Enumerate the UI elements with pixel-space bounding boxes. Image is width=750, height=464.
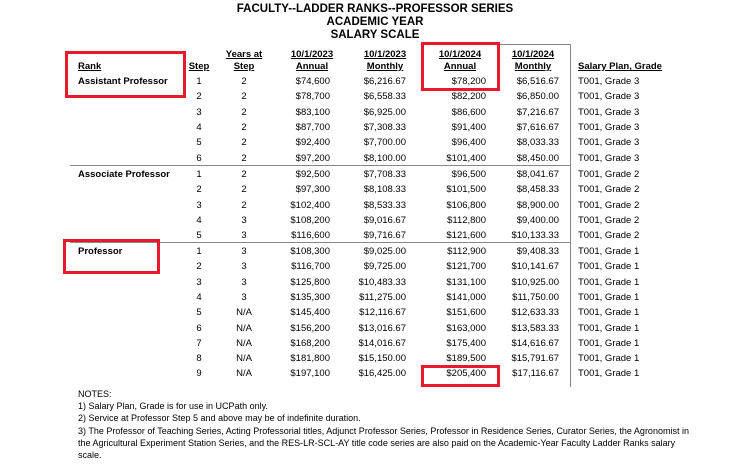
monthly-2023-cell: $8,108.33 [363,184,406,196]
years-cell: 2 [241,199,247,211]
years-cell: N/A [236,368,252,380]
step-cell: 9 [196,368,202,380]
monthly-2024-cell: $11,750.00 [512,291,559,303]
annual-2024-cell: $131,100 [446,276,486,288]
header-years-line2: Step [233,61,255,72]
annual-2023-cell: $83,100 [295,106,330,118]
annual-2023-cell: $125,800 [290,276,330,288]
rank-label: Assistant Professor [78,76,168,87]
monthly-2023-cell: $6,558.33 [363,91,406,103]
annual-2023-cell: $116,600 [291,230,330,242]
step-cell: 2 [196,184,202,196]
step-cell: 6 [196,322,202,334]
annual-2023-cell: $92,400 [295,137,330,149]
monthly-2024-cell: $8,033.33 [516,137,559,149]
annual-2023-cell: $92,500 [295,169,330,180]
monthly-2023-cell: $7,700.00 [363,137,406,149]
table-top-border [495,44,571,45]
salary-plan-cell: T001, Grade 2 [578,199,640,211]
monthly-2024-cell: $8,041.67 [516,169,559,180]
annual-2023-cell: $78,700 [295,91,330,103]
years-cell: 3 [241,214,247,226]
annual-2023-cell: $116,700 [291,261,330,273]
header-salary-plan: Salary Plan, Grade [578,61,662,72]
page-subtitle-2: SALARY SCALE [330,29,420,41]
years-cell: 2 [241,137,247,149]
monthly-2024-cell: $9,400.00 [516,214,559,226]
monthly-2023-cell: $9,025.00 [363,246,406,257]
notes-section [78,388,698,461]
annual-2024-cell: $86,600 [451,106,486,118]
note-3: 3) The Professor of Teaching Series, Acting Professorial titles, Adjunct Professor Series, Professor in Residence Series, Curator Series, the Agronomist in the Agricultural Experiment Station Series, and the RES-LR-SCL-AY title code series are also paid on the Academic-Year Faculty Ladder Ranks salary scale. [78,425,689,461]
monthly-2024-cell: $17,116.67 [512,368,559,380]
annual-2024-cell: $112,800 [447,214,486,226]
annual-2024-cell: $101,400 [446,152,486,164]
step-cell: 6 [196,152,202,164]
header-2023-monthly-line1: 10/1/2023 [363,49,407,60]
annual-2024-cell: $121,700 [446,261,486,273]
annual-2024-cell: $175,400 [446,337,486,349]
monthly-2024-cell: $10,133.33 [511,230,559,242]
step-cell: 4 [196,121,202,133]
monthly-2023-cell: $16,425.00 [358,368,406,380]
monthly-2023-cell: $9,016.67 [363,214,406,226]
monthly-2024-cell: $13,583.33 [511,322,559,334]
years-cell: 2 [241,121,247,133]
monthly-2024-cell: $14,616.67 [511,337,559,349]
annual-2024-cell: $141,000 [446,291,486,303]
step-cell: 3 [196,276,202,288]
salary-plan-cell: T001, Grade 1 [578,307,640,319]
monthly-2023-cell: $8,100.00 [363,152,406,164]
header-years-line1: Years at [225,49,263,60]
annual-2023-cell: $135,300 [290,291,330,303]
annual-2024-cell: $82,200 [451,91,486,103]
salary-plan-cell: T001, Grade 3 [578,91,640,103]
annual-2024-cell: $96,400 [451,137,486,149]
salary-plan-cell: T001, Grade 2 [578,214,640,226]
monthly-2024-cell: $8,450.00 [516,152,559,164]
header-2023-annual-line1: 10/1/2023 [290,49,334,60]
salary-plan-cell: T001, Grade 1 [578,291,640,303]
annual-2024-cell: $112,900 [447,246,486,257]
annual-2023-cell: $108,200 [290,214,330,226]
salary-plan-cell: T001, Grade 2 [578,169,640,180]
salary-plan-cell: T001, Grade 3 [578,152,640,164]
page-title: FACULTY--LADDER RANKS--PROFESSOR SERIES [236,3,514,15]
monthly-2024-cell: $7,216.67 [516,106,559,118]
step-cell: 1 [196,76,202,87]
salary-plan-cell: T001, Grade 3 [578,137,640,149]
monthly-2024-cell: $6,850.00 [516,91,559,103]
group-divider-1 [70,165,570,166]
annotation-box-professor [63,239,160,274]
annual-2024-cell: $96,500 [451,169,486,180]
years-cell: 2 [241,91,247,103]
monthly-2024-cell: $9,408.33 [516,246,559,257]
monthly-2024-cell: $15,791.67 [511,353,559,365]
salary-plan-cell: T001, Grade 1 [578,261,640,273]
monthly-2024-cell: $12,633.33 [511,307,559,319]
header-2024-monthly-line1: 10/1/2024 [511,49,555,60]
step-cell: 7 [196,337,202,349]
years-cell: 3 [241,291,247,303]
annual-2024-cell: $151,600 [446,307,486,319]
annual-2023-cell: $181,800 [290,353,330,365]
years-cell: N/A [236,307,252,319]
step-cell: 5 [196,230,202,242]
annual-2023-cell: $108,300 [290,246,330,257]
monthly-2023-cell: $12,116.67 [359,307,406,319]
annual-2023-cell: $97,300 [295,184,330,196]
header-2024-monthly-line2: Monthly [514,61,552,72]
annual-2024-cell: $106,800 [446,199,486,211]
annual-2024-cell: $205,400 [446,368,486,380]
annual-2024-cell: $163,000 [446,322,486,334]
salary-plan-cell: T001, Grade 3 [578,76,640,87]
step-cell: 2 [196,261,202,273]
step-cell: 3 [196,199,202,211]
annual-2023-cell: $197,100 [290,368,330,380]
monthly-2023-cell: $8,533.33 [363,199,406,211]
salary-plan-cell: T001, Grade 1 [578,246,640,257]
salary-plan-cell: T001, Grade 1 [578,337,640,349]
monthly-2024-cell: $8,900.00 [516,199,559,211]
salary-plan-cell: T001, Grade 2 [578,230,640,242]
monthly-2023-cell: $11,275.00 [359,291,406,303]
step-cell: 3 [196,106,202,118]
years-cell: N/A [236,337,252,349]
step-cell: 1 [196,246,202,257]
monthly-2023-cell: $13,016.67 [358,322,406,334]
monthly-2023-cell: $10,483.33 [358,276,406,288]
step-cell: 5 [196,307,202,319]
years-cell: 3 [241,276,247,288]
notes-heading: NOTES: [78,389,112,399]
page-subtitle: ACADEMIC YEAR [326,16,424,28]
annual-2023-cell: $145,400 [290,307,330,319]
monthly-2024-cell: $8,458.33 [516,184,559,196]
annual-2024-cell: $189,500 [446,353,486,365]
annual-2023-cell: $102,400 [290,199,330,211]
step-cell: 2 [196,91,202,103]
header-step: Step [188,61,210,72]
years-cell: 3 [241,261,247,273]
salary-plan-cell: T001, Grade 1 [578,322,640,334]
annotation-box-2024-annual [421,42,500,91]
years-cell: N/A [236,322,252,334]
monthly-2024-cell: $7,616.67 [516,121,559,133]
years-cell: 2 [241,152,247,164]
years-cell: 2 [241,106,247,118]
step-cell: 5 [196,137,202,149]
monthly-2023-cell: $9,725.00 [363,261,406,273]
years-cell: 3 [241,230,247,242]
rank-label: Associate Professor [78,169,170,180]
years-cell: 2 [241,184,247,196]
salary-plan-cell: T001, Grade 3 [578,121,640,133]
header-2024-annual-line2: Annual [443,61,477,72]
step-cell: 1 [196,169,202,180]
table-right-border [570,44,571,387]
annual-2024-cell: $121,600 [446,230,486,242]
monthly-2023-cell: $7,308.33 [363,121,406,133]
salary-plan-cell: T001, Grade 1 [578,353,640,365]
annual-2024-cell: $91,400 [451,121,486,133]
salary-plan-cell: T001, Grade 3 [578,106,640,118]
years-cell: 2 [241,169,247,180]
annual-2024-cell: $78,200 [451,76,486,87]
rank-label: Professor [78,246,123,257]
header-rank: Rank [78,61,102,72]
monthly-2023-cell: $15,150.00 [358,353,406,365]
years-cell: 3 [241,246,247,257]
salary-plan-cell: T001, Grade 1 [578,276,640,288]
annual-2023-cell: $97,200 [295,152,330,164]
header-2023-annual-line2: Annual [295,61,329,72]
annual-2024-cell: $101,500 [446,184,486,196]
monthly-2023-cell: $14,016.67 [358,337,406,349]
years-cell: 2 [241,76,247,87]
header-2024-annual-line1: 10/1/2024 [438,49,482,60]
annual-2023-cell: $87,700 [295,121,330,133]
note-2: 2) Service at Professor Step 5 and above may be of indefinite duration. [78,413,361,424]
monthly-2024-cell: $10,925.00 [511,276,559,288]
annotation-box-top-salary [421,365,500,387]
monthly-2024-cell: $10,141.67 [511,261,559,273]
header-2023-monthly-line2: Monthly [366,61,404,72]
salary-plan-cell: T001, Grade 2 [578,184,640,196]
monthly-2024-cell: $6,516.67 [516,76,559,87]
monthly-2023-cell: $9,716.67 [363,230,406,242]
note-1: 1) Salary Plan, Grade is for use in UCPath only. [78,401,268,412]
monthly-2023-cell: $6,925.00 [363,106,406,118]
monthly-2023-cell: $7,708.33 [363,169,406,180]
step-cell: 4 [196,291,202,303]
step-cell: 8 [196,353,202,365]
years-cell: N/A [236,353,252,365]
step-cell: 4 [196,214,202,226]
monthly-2023-cell: $6,216.67 [363,76,406,87]
salary-plan-cell: T001, Grade 1 [578,368,640,380]
annual-2023-cell: $74,600 [295,76,330,87]
annotation-box-rank [65,51,186,98]
annual-2023-cell: $156,200 [290,322,330,334]
annual-2023-cell: $168,200 [290,337,330,349]
